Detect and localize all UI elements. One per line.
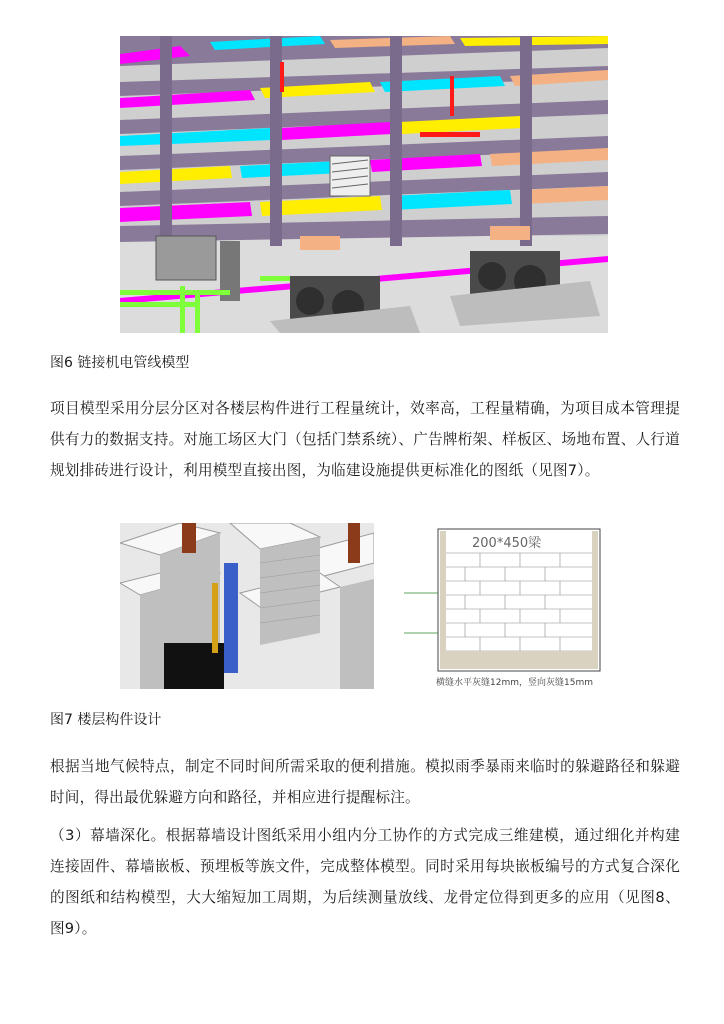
figure6-mep-model (120, 36, 608, 333)
mep-model-render (120, 36, 608, 333)
wall-elevation-drawing (390, 523, 608, 689)
figure7-caption: 图7 楼层构件设计 (50, 712, 162, 728)
paragraph-3: （3）幕墙深化。根据幕墙设计图纸采用小组内分工协作的方式完成三维建模，通过细化并构建连接固件、幕墙嵌板、预埋板等族文件，完成整体模型。同时采用每块嵌板编号的方式复合深化的图纸和结构模型，大大缩短加工周期，为后续测量放线、龙骨定位得到更多的应用（见图8、图9）。 (50, 827, 680, 937)
paragraph-2: 根据当地气候特点，制定不同时间所需采取的便利措施。模拟雨季暴雨来临时的躲避路径和躲避时间，得出最优躲避方向和路径，并相应进行提醒标注。 (50, 758, 680, 806)
paragraph-1: 项目模型采用分层分区对各楼层构件进行工程量统计，效率高，工程量精确，为项目成本管理提供有力的数据支持。对施工场区大门（包括门禁系统）、广告牌桁架、样板区、场地布置、人行道规划排砖进行设计，利用模型直接出图，为临建设施提供更标准化的图纸（见图7）。 (50, 400, 680, 479)
figure6-caption: 图6 链接机电管线模型 (50, 355, 190, 371)
floor-component-render (120, 523, 374, 689)
figure7-3d-model (120, 523, 374, 689)
drawing-note: 横缝水平灰缝12mm，竖向灰缝15mm (436, 678, 593, 688)
figure7-drawing (390, 523, 608, 689)
drawing-title: 200*450梁 (472, 536, 542, 551)
